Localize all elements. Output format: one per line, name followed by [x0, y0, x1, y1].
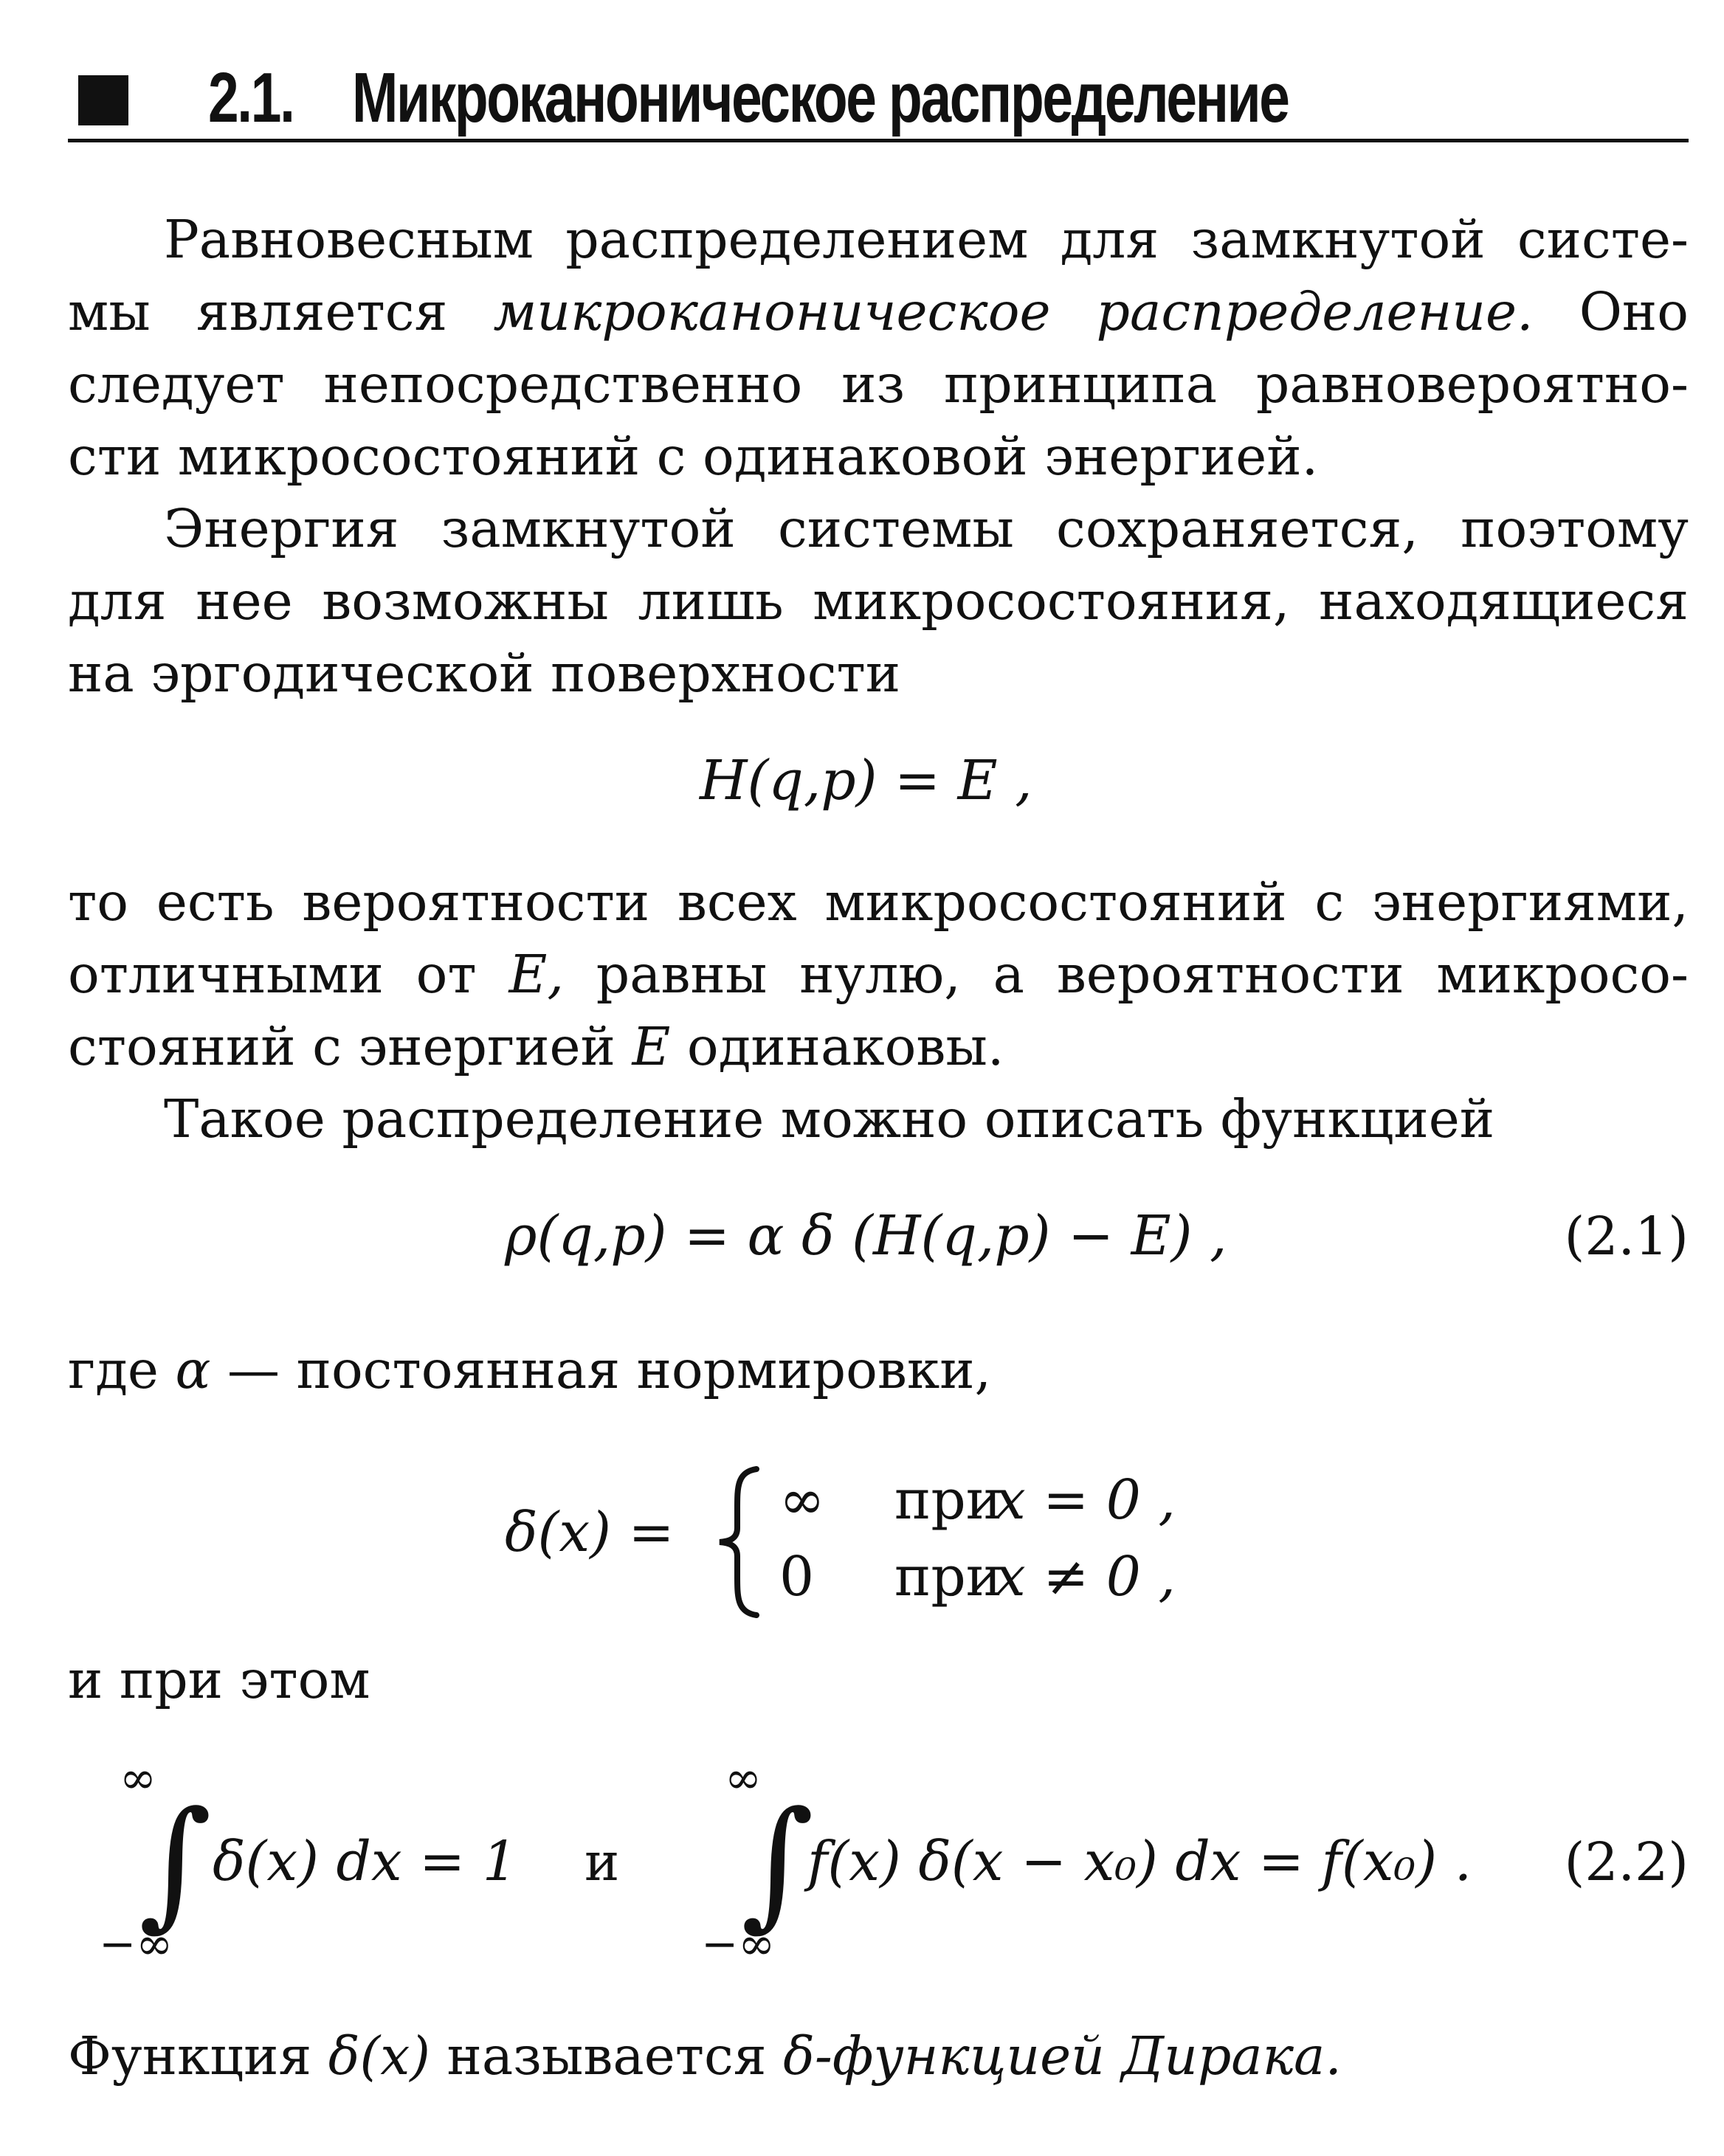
- delta-case-1: [779, 1468, 1176, 1532]
- p2-line-3: на эргодической поверхности: [68, 643, 901, 704]
- p7-start: Функция: [68, 2025, 312, 2087]
- integral-sign-1: ∫: [139, 1781, 212, 1944]
- paragraph-7: [68, 2020, 1689, 2093]
- var-alpha: α: [175, 1339, 211, 1400]
- delta-definition-lhs: δ(x) =: [505, 1501, 675, 1564]
- delta-case-2: [779, 1545, 1176, 1609]
- var-delta-x: δ(x): [328, 2025, 430, 2087]
- p1-line-2-start: мы является: [68, 281, 448, 342]
- case-2-condition: x ≠ 0 ,: [995, 1545, 1176, 1609]
- paragraph-6: [68, 1644, 1689, 1716]
- p5-line-1: [68, 1334, 1689, 1406]
- paragraph-4: [68, 1083, 1689, 1155]
- equation-2-1-number: (2.1): [1564, 1206, 1689, 1267]
- equation-ergodic-surface: H(q,p) = E ,: [700, 749, 1032, 812]
- case-2-word: при: [894, 1545, 1003, 1609]
- p1-line-4: сти микросостояний с одинаковой энергией.: [68, 426, 1319, 487]
- case-1-value: ∞: [779, 1468, 825, 1532]
- integral-2-expression: f(x) δ(x − x₀) dx = f(x₀) .: [807, 1830, 1472, 1893]
- section-heading: [68, 44, 1689, 140]
- integral-1-upper-limit: ∞: [120, 1752, 156, 1804]
- paragraph-5: [68, 1334, 1689, 1406]
- paragraph-1: [68, 204, 1689, 493]
- section-number: 2.1.: [208, 58, 294, 137]
- paragraph-2: [68, 493, 1689, 710]
- p5-end: — постоянная нормировки,: [227, 1339, 992, 1400]
- p3-line-3-end: одинаковы.: [686, 1016, 1004, 1077]
- p2-line-1: Энергия замкнутой системы сохраняется, поэтому: [164, 498, 1689, 559]
- p4-line-1: Такое распределение можно описать функцией: [164, 1088, 1495, 1150]
- p1-line-2: [68, 276, 1689, 348]
- case-2-value: 0: [779, 1545, 815, 1609]
- conjunction-and: и: [585, 1831, 620, 1893]
- integral-1-expression: δ(x) dx = 1: [213, 1830, 517, 1893]
- p3-line-3: [68, 1011, 1689, 1083]
- integral-1-lower-limit: −∞: [99, 1918, 173, 1970]
- integral-sign-2: ∫: [741, 1781, 814, 1944]
- case-1-condition: x = 0 ,: [995, 1468, 1176, 1532]
- p3-line-2: [68, 939, 1689, 1011]
- p6-line-1: и при этом: [68, 1649, 370, 1710]
- term-dirac-delta: δ-функцией Дирака.: [783, 2025, 1342, 2087]
- p7-middle: называется: [446, 2025, 767, 2087]
- equation-2-2-number: (2.2): [1564, 1831, 1689, 1893]
- heading-square-marker: [78, 75, 128, 125]
- integral-2-upper-limit: ∞: [725, 1752, 762, 1804]
- left-brace: [712, 1465, 764, 1620]
- heading-rule: [68, 139, 1689, 142]
- integral-2-lower-limit: −∞: [701, 1918, 776, 1970]
- p7-line-1: [68, 2020, 1689, 2093]
- section-title: Микроканоническое распределение: [352, 58, 1289, 137]
- term-microcanonical: микроканоническое распределение.: [493, 281, 1534, 342]
- page: [68, 0, 1689, 2156]
- paragraph-3: [68, 866, 1689, 1083]
- p3-line-2-start: отличными от: [68, 944, 477, 1005]
- p2-line-2: для нее возможны лишь микросостояния, находящиеся: [68, 570, 1689, 632]
- p3-line-2-end: равны нулю, а вероятности микросо-: [596, 944, 1689, 1005]
- p1-line-3: следует непосредственно из принципа равновероятно-: [68, 353, 1689, 415]
- var-E: E,: [508, 944, 564, 1005]
- var-E-2: E: [632, 1016, 671, 1077]
- case-1-word: при: [894, 1468, 1003, 1532]
- p1-line-1: Равновесным распределением для замкнутой систе-: [164, 209, 1689, 270]
- p3-line-1: то есть вероятности всех микросостояний с энергиями,: [68, 871, 1689, 933]
- p1-line-2-end: Оно: [1579, 281, 1689, 342]
- p3-line-3-start: стояний с энергией: [68, 1016, 616, 1077]
- equation-2-1: ρ(q,p) = α δ (H(q,p) − E) ,: [505, 1204, 1227, 1268]
- p5-start: где: [68, 1339, 159, 1400]
